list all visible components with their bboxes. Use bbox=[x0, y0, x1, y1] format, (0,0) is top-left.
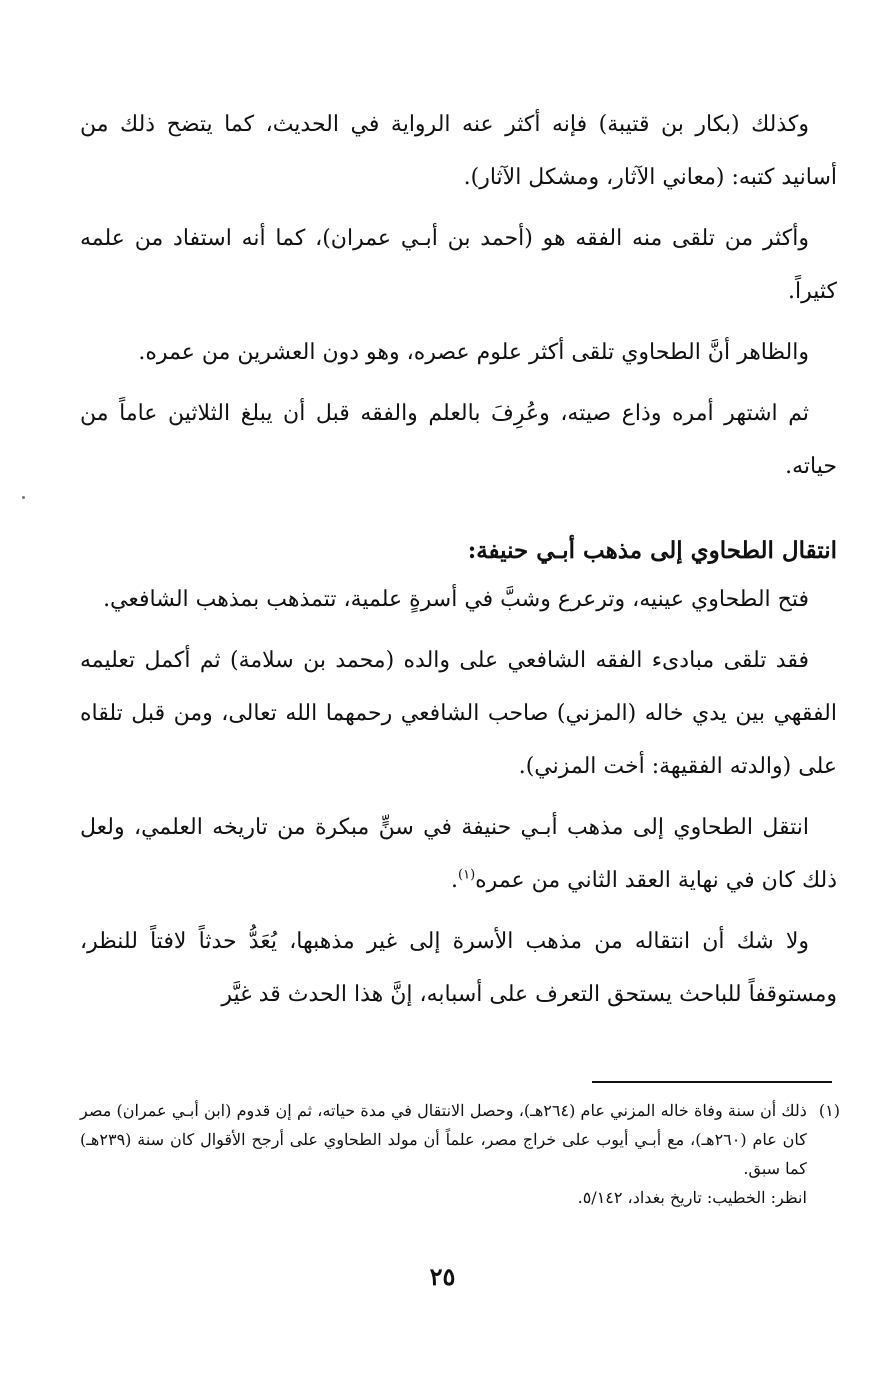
scan-speck bbox=[22, 496, 25, 499]
paragraph: فقد تلقى مبادىء الفقه الشافعي على والده (محمد بن سلامة) ثم أكمل تعليمه الفقهي بين يدي خاله (المزني) صاحب الشافعي رحمهما الله تعالى، ومن قبل تلقاه على (والدته الفقيهة: أخت المزني). bbox=[80, 648, 837, 779]
main-text bbox=[80, 98, 837, 1029]
paragraph: وأكثر من تلقى منه الفقه هو (أحمد بن أبـي عمران)، كما أنه استفاد من علمه كثيراً. bbox=[80, 226, 837, 304]
paragraph-text: انتقل الطحاوي إلى مذهب أبـي حنيفة في سنٍّ مبكرة من تاريخه العلمي، ولعل ذلك كان في نهاية العقد الثاني من عمره bbox=[80, 815, 837, 893]
footnote-item bbox=[80, 1096, 840, 1212]
footnote-number: (١) bbox=[818, 1101, 840, 1120]
paragraph: وكذلك (بكار بن قتيبة) فإنه أكثر عنه الرواية في الحديث، كما يتضح ذلك من أسانيد كتبه: (معاني الآثار، ومشكل الآثار). bbox=[80, 112, 837, 190]
section-heading: انتقال الطحاوي إلى مذهب أبـي حنيفة: bbox=[467, 537, 837, 564]
footnote-divider bbox=[592, 1081, 832, 1083]
paragraph-end-mark: . bbox=[451, 868, 459, 893]
footnote-reference[interactable]: (١) bbox=[458, 867, 476, 883]
paragraph: والظاهر أنَّ الطحاوي تلقى أكثر علوم عصره، وهو دون العشرين من عمره. bbox=[138, 340, 809, 365]
footnotes bbox=[80, 1096, 840, 1212]
footnote-text: ذلك أن سنة وفاة خاله المزني عام (٢٦٤هـ)، وحصل الانتقال في مدة حياته، ثم إن قدوم (ابن أبـي عمران) مصر كان عام (٢٦٠هـ)، مع أبـي أيوب على خراج مصر، علماً أن مولد الطحاوي على أرجح الأقوال كان سنة (٢٣٩هـ) كما سبق. bbox=[80, 1101, 807, 1178]
paragraph-with-footnote bbox=[80, 801, 837, 907]
paragraph: ولا شك أن انتقاله من مذهب الأسرة إلى غير مذهبها، يُعَدُّ حدثاً لافتاً للنظر، ومستوقفاً للباحث يستحق التعرف على أسبابه، إنَّ هذا الحدث قد غيَّر bbox=[80, 929, 837, 1007]
paragraph: فتح الطحاوي عينيه، وترعرع وشبَّ في أسرةٍ علمية، تتمذهب بمذهب الشافعي. bbox=[103, 587, 809, 612]
paragraph: ثم اشتهر أمره وذاع صيته، وعُرِفَ بالعلم والفقه قبل أن يبلغ الثلاثين عاماً من حياته. bbox=[80, 401, 837, 479]
page-number: ٢٥ bbox=[429, 1262, 456, 1291]
footnote-body bbox=[80, 1096, 807, 1212]
footnote-source: انظر: الخطيب: تاريخ بغداد، ٥/١٤٢. bbox=[577, 1188, 807, 1207]
